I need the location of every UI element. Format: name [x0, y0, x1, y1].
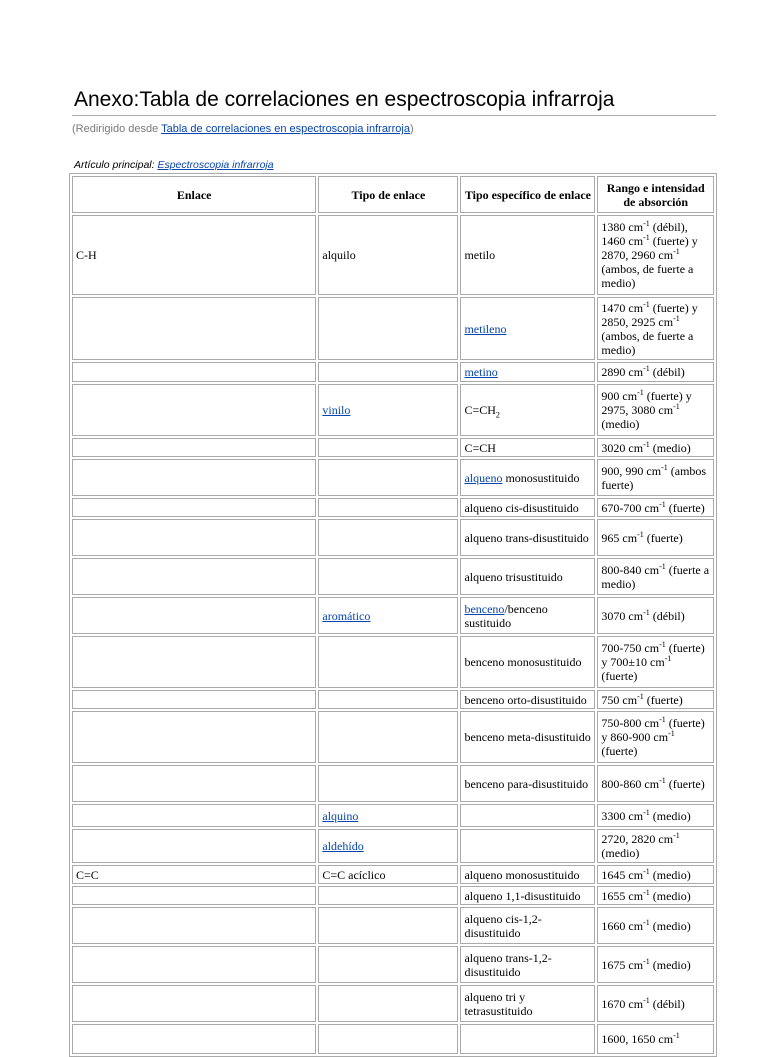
range-unit-exponent: -1	[643, 887, 650, 897]
cell-tipo-enlace	[318, 711, 458, 763]
range-unit: cm	[628, 918, 644, 933]
cell-tipo-especifico	[460, 558, 595, 595]
table-row	[72, 829, 714, 863]
range-unit-exponent: -1	[643, 956, 650, 966]
range-value: 1460	[601, 234, 629, 248]
cell-rango	[597, 765, 714, 802]
range-value: 2720, 2820	[601, 832, 659, 846]
range-value: 1600, 1650	[601, 1032, 659, 1046]
cell-tipo-especifico	[460, 765, 595, 802]
range-unit: cm	[628, 300, 644, 315]
range-intensity: (medio)	[601, 417, 640, 431]
range-intensity: (medio)	[649, 957, 691, 972]
cell-rango	[597, 384, 714, 436]
cell-tipo-enlace	[318, 636, 458, 688]
cell-tipo-enlace	[318, 597, 458, 634]
redirect-link[interactable]: Tabla de correlaciones en espectroscopia infrarroja	[161, 123, 410, 135]
specific-type-text: alqueno trans-1,2-disustituido	[464, 950, 552, 979]
cell-rango	[597, 519, 714, 556]
main-article-prefix: Artículo principal:	[74, 159, 158, 171]
cell-rango	[597, 297, 714, 360]
table-row	[72, 865, 714, 884]
range-unit: cm	[628, 996, 644, 1011]
range-unit-exponent: -1	[673, 313, 680, 323]
range-intensity: (medio)	[649, 808, 691, 823]
range-intensity: (fuerte)	[665, 641, 705, 655]
range-unit: cm	[658, 832, 674, 846]
range-unit-exponent: -1	[643, 607, 650, 617]
range-unit: cm	[646, 463, 662, 478]
table-row	[72, 907, 714, 944]
bond-type-text: C=C acíclico	[322, 867, 386, 882]
specific-type-text: benceno para-disustituido	[464, 776, 589, 791]
cell-enlace	[72, 558, 316, 595]
cell-tipo-enlace	[318, 985, 458, 1022]
range-unit: cm	[628, 808, 644, 823]
cell-rango	[597, 711, 714, 763]
table-row	[72, 886, 714, 905]
cell-tipo-enlace	[318, 690, 458, 709]
table-row	[72, 765, 714, 802]
range-unit-exponent: -1	[659, 499, 666, 509]
table-row	[72, 498, 714, 517]
table-row	[72, 711, 714, 763]
range-intensity: (débil)	[649, 608, 685, 623]
cell-rango	[597, 498, 714, 517]
range-unit: cm	[650, 655, 665, 669]
range-unit: cm	[658, 248, 674, 262]
cell-enlace	[72, 215, 316, 295]
table-row	[72, 362, 714, 382]
cell-rango	[597, 1024, 714, 1054]
cell-tipo-especifico	[460, 711, 595, 763]
cell-enlace	[72, 459, 316, 496]
range-unit-exponent: -1	[643, 233, 650, 242]
specific-type-text: monosustituido	[502, 470, 580, 485]
range-intensity: (fuerte a medio)	[601, 562, 710, 591]
range-value: y 700±10	[601, 655, 651, 669]
cell-tipo-especifico	[460, 459, 595, 496]
range-unit: cm	[658, 314, 674, 329]
range-intensity: (fuerte)	[643, 530, 683, 545]
cell-enlace	[72, 597, 316, 634]
range-value: 1470	[601, 300, 629, 315]
range-unit: cm	[628, 957, 644, 972]
cell-rango	[597, 804, 714, 827]
range-unit: cm	[622, 389, 638, 403]
range-unit-exponent: -1	[637, 691, 644, 701]
specific-type-text: benceno orto-disustituido	[464, 692, 587, 707]
range-value: 3070	[601, 608, 629, 623]
cell-tipo-especifico	[460, 297, 595, 360]
range-unit: cm	[622, 530, 638, 545]
range-unit-exponent: -1	[664, 654, 672, 663]
cell-tipo-enlace	[318, 829, 458, 863]
range-intensity: (fuerte)	[601, 744, 638, 758]
range-unit: cm	[644, 500, 660, 515]
cell-rango	[597, 636, 714, 688]
cell-enlace	[72, 985, 316, 1022]
cell-tipo-especifico	[460, 384, 595, 436]
range-unit: cm	[644, 776, 660, 791]
bond-label: C=C	[76, 867, 99, 882]
cell-enlace	[72, 1024, 316, 1054]
cell-tipo-especifico	[460, 597, 595, 634]
range-unit-exponent: -1	[643, 299, 650, 309]
cell-tipo-enlace	[318, 765, 458, 802]
cell-enlace	[72, 362, 316, 382]
correlation-table	[69, 173, 717, 1057]
range-intensity: (fuerte) y	[649, 300, 698, 315]
cell-tipo-enlace	[318, 865, 458, 884]
cell-rango	[597, 907, 714, 944]
range-intensity: (ambos, de fuerte a medio)	[601, 328, 694, 357]
range-unit: cm	[653, 730, 669, 744]
specific-type-text: alqueno trisustituido	[464, 569, 563, 584]
range-unit-exponent: -1	[659, 715, 666, 724]
range-intensity: (medio)	[601, 846, 640, 860]
range-intensity: (medio)	[649, 918, 691, 933]
specific-type-text: alqueno cis-1,2-disustituido	[464, 911, 542, 940]
range-value: 750-800	[601, 716, 645, 730]
cell-rango	[597, 597, 714, 634]
range-value: 2870, 2960	[601, 248, 659, 262]
cell-tipo-especifico	[460, 498, 595, 517]
header-tipo-enlace: Tipo de enlace	[318, 176, 458, 213]
bond-type-link[interactable]: aldehído	[322, 839, 364, 853]
range-value: 1645	[601, 867, 629, 882]
range-value: 900	[601, 389, 623, 403]
range-unit: cm	[628, 888, 644, 903]
range-unit-exponent: -1	[637, 388, 644, 397]
specific-type-text: C=CH	[464, 440, 496, 455]
cell-rango	[597, 215, 714, 295]
cell-tipo-enlace	[318, 215, 458, 295]
range-intensity: (ambos, de fuerte a medio)	[601, 262, 694, 290]
range-unit: cm	[628, 867, 644, 882]
cell-rango	[597, 438, 714, 457]
range-unit-exponent: -1	[659, 775, 666, 785]
specific-type-text: C=CH	[464, 403, 496, 417]
range-intensity: (ambos fuerte)	[601, 463, 707, 492]
cell-enlace	[72, 384, 316, 436]
specific-type-link[interactable]: alqueno	[464, 470, 503, 485]
cell-tipo-especifico	[460, 886, 595, 905]
cell-enlace	[72, 711, 316, 763]
cell-rango	[597, 886, 714, 905]
cell-tipo-especifico	[460, 1024, 595, 1054]
table-header-row	[72, 176, 714, 213]
range-intensity: (medio)	[649, 867, 691, 882]
range-intensity: (débil),	[649, 220, 688, 234]
specific-type-text: metilo	[464, 248, 496, 262]
cell-tipo-enlace	[318, 946, 458, 983]
specific-type-link[interactable]: metileno	[464, 321, 507, 336]
cell-tipo-especifico	[460, 946, 595, 983]
redirect-notice	[72, 123, 414, 135]
cell-rango	[597, 865, 714, 884]
page-title: Anexo:Tabla de correlaciones en espectroscopia infrarroja	[74, 88, 615, 111]
table-row	[72, 597, 714, 634]
cell-tipo-especifico	[460, 804, 595, 827]
range-intensity: (débil)	[649, 996, 685, 1011]
range-intensity: (fuerte) y	[649, 234, 698, 248]
specific-type-text: alqueno monosustituido	[464, 867, 580, 882]
cell-tipo-especifico	[460, 438, 595, 457]
header-rango: Rango e intensidad de absorción	[597, 176, 714, 213]
range-unit: cm	[628, 220, 644, 234]
table-row	[72, 215, 714, 295]
cell-enlace	[72, 636, 316, 688]
header-tipo-especifico: Tipo específico de enlace	[460, 176, 595, 213]
bond-type-link[interactable]: vinilo	[322, 403, 351, 417]
cell-tipo-enlace	[318, 558, 458, 595]
range-value: 1655	[601, 888, 629, 903]
range-value: 2975, 3080	[601, 403, 659, 417]
cell-rango	[597, 690, 714, 709]
range-unit: cm	[628, 608, 644, 623]
range-intensity: (fuerte) y	[643, 389, 692, 403]
subscript: 2	[495, 410, 500, 420]
cell-tipo-enlace	[318, 459, 458, 496]
cell-tipo-especifico	[460, 215, 595, 295]
cell-enlace	[72, 804, 316, 827]
range-unit-exponent: -1	[659, 640, 666, 649]
cell-enlace	[72, 690, 316, 709]
range-value: 800-860	[601, 776, 645, 791]
specific-type-text: benceno monosustituido	[464, 655, 582, 669]
range-unit-exponent: -1	[643, 995, 650, 1005]
range-intensity: (fuerte)	[665, 776, 705, 791]
range-value: 3300	[601, 808, 629, 823]
cell-rango	[597, 459, 714, 496]
cell-tipo-enlace	[318, 1024, 458, 1054]
cell-tipo-especifico	[460, 865, 595, 884]
cell-tipo-enlace	[318, 297, 458, 360]
specific-type-text: benceno meta-disustituido	[464, 730, 591, 744]
range-intensity: (medio)	[649, 440, 691, 455]
table-row	[72, 636, 714, 688]
range-unit-exponent: -1	[643, 364, 650, 373]
specific-type-text: alqueno tri y tetrasustituido	[464, 989, 533, 1018]
specific-type-link[interactable]: metino	[464, 365, 498, 379]
range-unit-exponent: -1	[643, 219, 650, 228]
range-value: 670-700	[601, 500, 645, 515]
cell-enlace	[72, 829, 316, 863]
range-value: 800-840	[601, 562, 645, 577]
cell-rango	[597, 985, 714, 1022]
range-value: 1660	[601, 918, 629, 933]
cell-tipo-enlace	[318, 362, 458, 382]
range-value: 1380	[601, 220, 629, 234]
cell-tipo-enlace	[318, 519, 458, 556]
range-unit-exponent: -1	[643, 807, 650, 817]
range-value: 2890	[601, 365, 629, 379]
redirect-suffix: )	[409, 123, 414, 135]
range-intensity: (débil)	[649, 365, 685, 379]
table-row	[72, 297, 714, 360]
table-row	[72, 1024, 714, 1054]
range-intensity: (fuerte)	[665, 716, 705, 730]
bond-type-text: alquilo	[322, 248, 356, 262]
cell-tipo-especifico	[460, 907, 595, 944]
cell-enlace	[72, 519, 316, 556]
range-unit: cm	[644, 716, 660, 730]
range-unit-exponent: -1	[673, 247, 680, 256]
range-value: 1675	[601, 957, 629, 972]
specific-type-text: /benceno sustituido	[464, 601, 548, 630]
table-row	[72, 690, 714, 709]
range-unit: cm	[622, 692, 638, 707]
range-unit: cm	[658, 1032, 674, 1046]
cell-tipo-especifico	[460, 362, 595, 382]
cell-enlace	[72, 297, 316, 360]
table-row	[72, 985, 714, 1022]
range-unit-exponent: -1	[661, 462, 668, 472]
range-value: 700-750	[601, 641, 645, 655]
cell-tipo-especifico	[460, 829, 595, 863]
specific-type-text: alqueno 1,1-disustituido	[464, 888, 581, 903]
range-value: 3020	[601, 440, 629, 455]
range-value: 965	[601, 530, 623, 545]
range-unit-exponent: -1	[673, 1031, 680, 1040]
cell-enlace	[72, 946, 316, 983]
table-body	[72, 215, 714, 1054]
range-value: 1670	[601, 996, 629, 1011]
cell-rango	[597, 362, 714, 382]
range-unit: cm	[644, 641, 660, 655]
cell-enlace	[72, 886, 316, 905]
range-unit-exponent: -1	[668, 729, 675, 738]
cell-tipo-enlace	[318, 907, 458, 944]
specific-type-text: alqueno trans-disustituido	[464, 530, 589, 545]
cell-tipo-enlace	[318, 384, 458, 436]
range-intensity: (fuerte)	[601, 669, 638, 683]
range-intensity: (fuerte)	[643, 692, 683, 707]
range-unit-exponent: -1	[643, 439, 650, 449]
table-row	[72, 519, 714, 556]
range-intensity: (fuerte)	[665, 500, 705, 515]
cell-tipo-enlace	[318, 498, 458, 517]
range-unit: cm	[628, 365, 644, 379]
header-enlace: Enlace	[72, 176, 316, 213]
cell-tipo-enlace	[318, 804, 458, 827]
cell-enlace	[72, 498, 316, 517]
cell-tipo-enlace	[318, 438, 458, 457]
cell-rango	[597, 946, 714, 983]
redirect-prefix: (Redirigido desde	[72, 123, 162, 135]
bond-type-link[interactable]: aromático	[322, 608, 371, 623]
range-unit-exponent: -1	[643, 917, 650, 927]
range-unit-exponent: -1	[643, 866, 650, 876]
range-unit-exponent: -1	[659, 561, 666, 571]
range-unit: cm	[658, 403, 674, 417]
main-article-link[interactable]: Espectroscopia infrarroja	[157, 159, 274, 171]
cell-enlace	[72, 438, 316, 457]
cell-enlace	[72, 765, 316, 802]
range-unit: cm	[628, 234, 644, 248]
cell-tipo-especifico	[460, 519, 595, 556]
cell-tipo-especifico	[460, 985, 595, 1022]
range-unit-exponent: -1	[673, 402, 680, 411]
range-unit: cm	[628, 440, 644, 455]
table-row	[72, 946, 714, 983]
range-unit: cm	[644, 562, 660, 577]
range-value: 750	[601, 692, 623, 707]
cell-enlace	[72, 907, 316, 944]
range-value: y 860-900	[601, 730, 654, 744]
cell-tipo-especifico	[460, 636, 595, 688]
cell-enlace	[72, 865, 316, 884]
specific-type-text: alqueno cis-disustituido	[464, 500, 579, 515]
bond-label: C-H	[76, 248, 97, 262]
main-article-note	[74, 159, 274, 171]
table-row	[72, 558, 714, 595]
cell-tipo-enlace	[318, 886, 458, 905]
title-divider	[72, 115, 716, 116]
table-row	[72, 459, 714, 496]
range-value: 900, 990	[601, 463, 647, 478]
range-intensity: (medio)	[649, 888, 691, 903]
range-unit-exponent: -1	[673, 831, 680, 840]
cell-tipo-especifico	[460, 690, 595, 709]
table-row	[72, 804, 714, 827]
cell-rango	[597, 558, 714, 595]
cell-rango	[597, 829, 714, 863]
bond-type-link[interactable]: alquino	[322, 808, 359, 823]
table-row	[72, 384, 714, 436]
specific-type-link[interactable]: benceno	[464, 601, 505, 616]
range-unit-exponent: -1	[637, 529, 644, 539]
table-row	[72, 438, 714, 457]
range-value: 2850, 2925	[601, 314, 659, 329]
